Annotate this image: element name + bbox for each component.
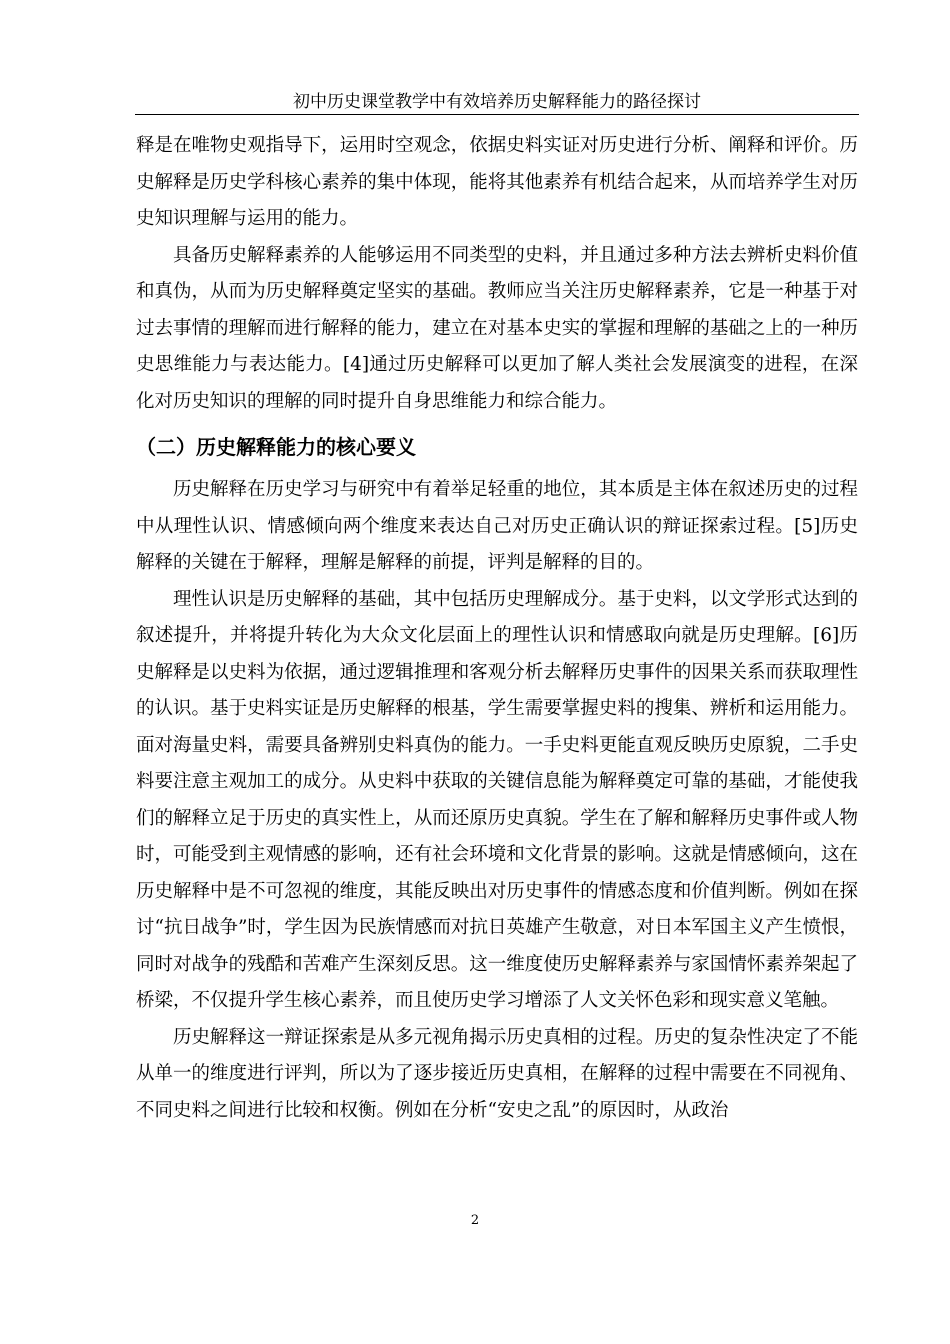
page-number: 2 <box>470 1213 480 1228</box>
paragraph-dialectical-exploration: 历史解释这一辩证探索是从多元视角揭示历史真相的过程。历史的复杂性决定了不能从单一的维度进行评判，所以为了逐步接近历史真相，在解释的过程中需要在不同视角、不同史料之间进行比较和权衡。例如在分析“安史之乱”的原因时，从政治 <box>136 1026 858 1121</box>
header-rule <box>135 114 859 115</box>
paragraph-continued: 释是在唯物史观指导下，运用时空观念，依据史料实证对历史进行分析、阐释和评价。历史解释是历史学科核心素养的集中体现，能将其他素养有机结合起来，从而培养学生对历史知识理解与运用的能力。 <box>136 135 858 229</box>
page-body <box>136 128 858 1129</box>
paragraph-rational-cognition: 理性认识是历史解释的基础，其中包括历史理解成分。基于史料，以文学形式达到的叙述提升，并将提升转化为大众文化层面上的理性认识和情感取向就是历史理解。[6]历史解释是以史料为依据，通过逻辑推理和客观分析去解释历史事件的因果关系而获取理性的认识。基于史料实证是历史解释的根基，学生需要掌握史料的搜集、辨析和运用能力。面对海量史料，需要具备辨别史料真伪的能力。一手史料更能直观反映历史原貌，二手史料要注意主观加工的成分。从史料中获取的关键信息能为解释奠定可靠的基础，才能使我们的解释立足于历史的真实性上，从而还原历史真貌。学生在了解和解释历史事件或人物时，可能受到主观情感的影响，还有社会环境和文化背景的影响。这就是情感倾向，这在历史解释中是不可忽视的维度，其能反映出对历史事件的情感态度和价值判断。例如在探讨“抗日战争”时，学生因为民族情感而对抗日英雄产生敬意，对日本军国主义产生愤恨，同时对战争的残酷和苦难产生深刻反思。这一维度使历史解释素养与家国情怀素养架起了桥梁，不仅提升学生核心素养，而且使历史学习增添了人文关怀色彩和现实意义笔触。 <box>136 588 858 1011</box>
paragraph-historical-explanation-literacy: 具备历史解释素养的人能够运用不同类型的史料，并且通过多种方法去辨析史料价值和真伪，从而为历史解释奠定坚实的基础。教师应当关注历史解释素养，它是一种基于对过去事情的理解而进行解释的能力，建立在对基本史实的掌握和理解的基础之上的一种历史思维能力与表达能力。[4]通过历史解释可以更加了解人类社会发展演变的进程，在深化对历史知识的理解的同时提升自身思维能力和综合能力。 <box>136 244 858 412</box>
paragraph-essence: 历史解释在历史学习与研究中有着举足轻重的地位，其本质是主体在叙述历史的过程中从理性认识、情感倾向两个维度来表达自己对历史正确认识的辩证探索过程。[5]历史解释的关键在于解释，理解是解释的前提，评判是解释的目的。 <box>136 479 858 573</box>
running-header: 初中历史课堂教学中有效培养历史解释能力的路径探讨 <box>293 92 701 112</box>
section-heading: （二）历史解释能力的核心要义 <box>136 435 416 459</box>
